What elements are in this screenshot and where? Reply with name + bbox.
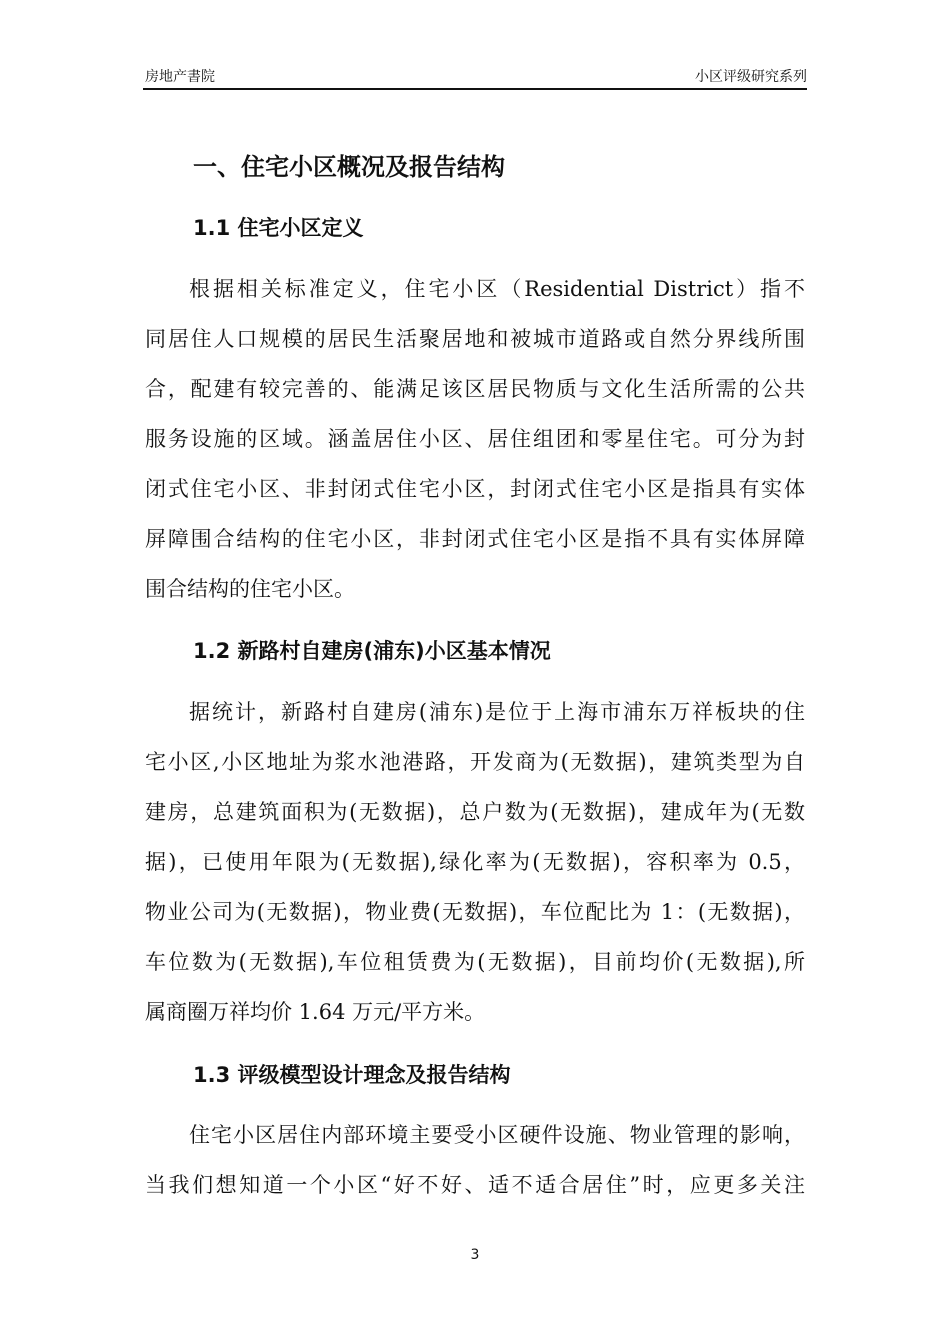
paragraph-model-design bbox=[145, 1110, 805, 1210]
text-line: 车位数为(无数据),车位租赁费为(无数据)，目前均价(无数据),所 bbox=[145, 950, 805, 974]
subsection-title-1-2: 1.2 新路村自建房(浦东)小区基本情况 bbox=[193, 639, 551, 663]
paragraph-basic-info bbox=[145, 687, 805, 1037]
text-line: 根据相关标准定义，住宅小区（Residential District）指不 bbox=[189, 277, 805, 301]
text-line: 建房，总建筑面积为(无数据)，总户数为(无数据)，建成年为(无数 bbox=[145, 800, 805, 824]
text-line: 合，配建有较完善的、能满足该区居民物质与文化生活所需的公共 bbox=[145, 377, 805, 401]
header-left: 房地产書院 bbox=[145, 69, 215, 85]
text-line: 宅小区,小区地址为浆水池港路，开发商为(无数据)，建筑类型为自 bbox=[145, 750, 805, 774]
text-line: 服务设施的区域。涵盖居住小区、居住组团和零星住宅。可分为封 bbox=[145, 427, 805, 451]
page-number: 3 bbox=[470, 1247, 480, 1263]
text-line: 据统计，新路村自建房(浦东)是位于上海市浦东万祥板块的住 bbox=[189, 700, 805, 724]
paragraph-definition bbox=[145, 264, 805, 614]
text-line: 闭式住宅小区、非封闭式住宅小区，封闭式住宅小区是指具有实体 bbox=[145, 477, 805, 501]
text-line: 住宅小区居住内部环境主要受小区硬件设施、物业管理的影响， bbox=[189, 1123, 805, 1147]
text-line: 屏障围合结构的住宅小区，非封闭式住宅小区是指不具有实体屏障 bbox=[145, 527, 805, 551]
section-title: 一、住宅小区概况及报告结构 bbox=[193, 153, 505, 181]
text-line: 据)，已使用年限为(无数据),绿化率为(无数据)，容积率为 0.5， bbox=[145, 850, 805, 874]
subsection-title-1-3: 1.3 评级模型设计理念及报告结构 bbox=[193, 1063, 511, 1087]
text-line: 属商圈万祥均价 1.64 万元/平方米。 bbox=[145, 1000, 486, 1024]
text-line: 围合结构的住宅小区。 bbox=[145, 577, 355, 601]
text-line: 物业公司为(无数据)，物业费(无数据)，车位配比为 1：(无数据)， bbox=[145, 900, 805, 924]
subsection-title-1-1: 1.1 住宅小区定义 bbox=[193, 216, 364, 240]
text-line: 同居住人口规模的居民生活聚居地和被城市道路或自然分界线所围 bbox=[145, 327, 805, 351]
header-rule bbox=[143, 88, 807, 90]
header-right: 小区评级研究系列 bbox=[695, 69, 807, 85]
text-line: 当我们想知道一个小区“好不好、适不适合居住”时，应更多关注 bbox=[145, 1173, 805, 1197]
